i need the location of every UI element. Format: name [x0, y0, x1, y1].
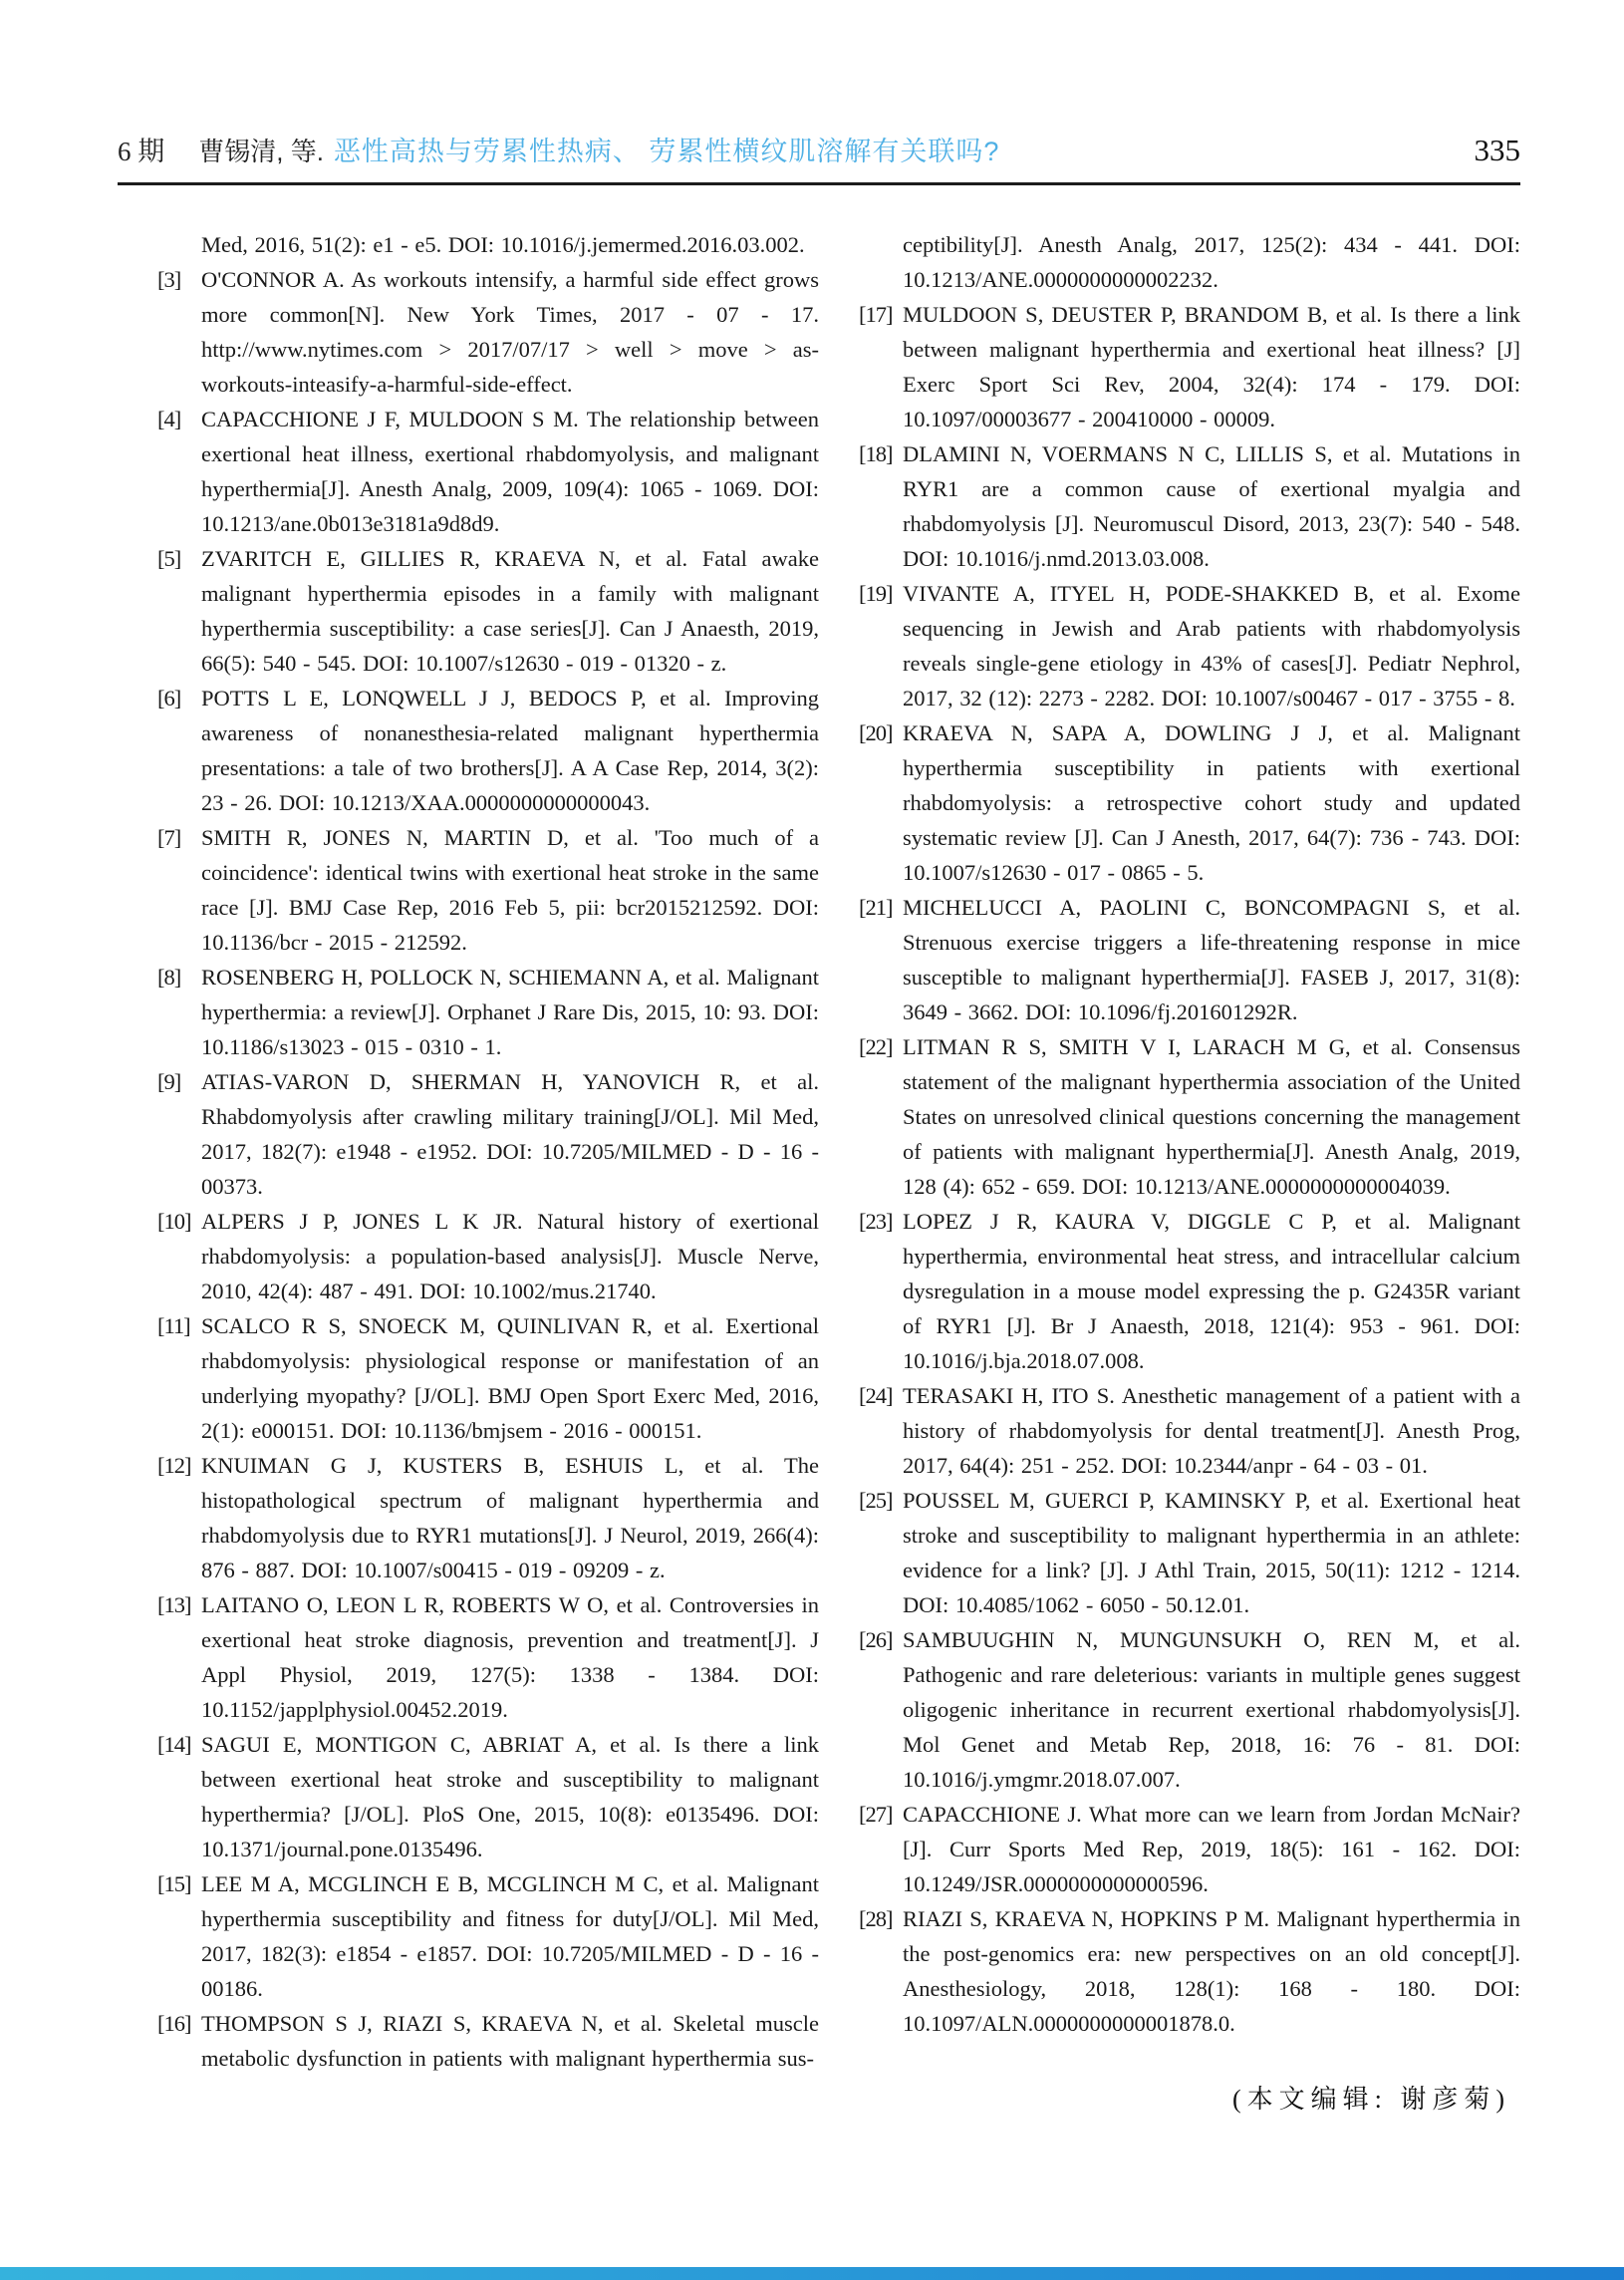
- reference-label: [3]: [157, 267, 181, 292]
- reference-label: [11]: [157, 1313, 190, 1338]
- reference-text: SCALCO R S, SNOECK M, QUINLIVAN R, et al. Exertional rhabdomyolysis: physiological response or manifestation of an underlying myopathy? [J/OL]. BMJ Open Sport Exerc Med, 2016, 2(1): e000151. DOI: 10.1136/bmjsem - 2016 - 000151.: [201, 1313, 819, 1443]
- reference-text: Med, 2016, 51(2): e1 - e5. DOI: 10.1016/j.jemermed.2016.03.002.: [201, 232, 805, 257]
- reference-label: [16]: [157, 2011, 191, 2036]
- reference-item: [859, 715, 1520, 890]
- reference-item: [157, 1448, 819, 1587]
- reference-label: [28]: [859, 1906, 893, 1931]
- reference-columns: [157, 227, 1520, 2141]
- reference-label: [24]: [859, 1383, 893, 1408]
- reference-text: LOPEZ J R, KAURA V, DIGGLE C P, et al. Malignant hyperthermia, environmental heat stress, and intracellular calcium dysregulation in a mouse model expressing the p. G2435R variant of RYR1 [J]. Br J Anaesth, 2018, 121(4): 953 - 961. DOI: 10.1016/j.bja.2018.07.008.: [903, 1209, 1520, 1373]
- reference-label: [6]: [157, 686, 181, 711]
- reference-label: [25]: [859, 1488, 893, 1513]
- reference-item: [157, 681, 819, 820]
- reference-text: KNUIMAN G J, KUSTERS B, ESHUIS L, et al. The histopathological spectrum of malignant hyperthermia and rhabdomyolysis due to RYR1 mutations[J]. J Neurol, 2019, 266(4): 876 - 887. DOI: 10.1007/s00415 - 019 - 09209 - z.: [201, 1453, 819, 1582]
- reference-label: [27]: [859, 1802, 893, 1827]
- reference-item: [157, 960, 819, 1064]
- reference-item: [157, 1064, 819, 1204]
- reference-label: [20]: [859, 720, 893, 745]
- reference-label: [23]: [859, 1209, 893, 1234]
- reference-text: DLAMINI N, VOERMANS N C, LILLIS S, et al. Mutations in RYR1 are a common cause of exertional myalgia and rhabdomyolysis [J]. Neuromuscul Disord, 2013, 23(7): 540 - 548. DOI: 10.1016/j.nmd.2013.03.008.: [903, 441, 1520, 571]
- reference-text: ATIAS-VARON D, SHERMAN H, YANOVICH R, et al. Rhabdomyolysis after crawling military training[J/OL]. Mil Med, 2017, 182(7): e1948 - e1952. DOI: 10.7205/MILMED - D - 16 - 00373.: [201, 1069, 819, 1199]
- editor-note: (本文编辑: 谢彦菊): [1231, 2085, 1510, 2114]
- reference-text: POUSSEL M, GUERCI P, KAMINSKY P, et al. Exertional heat stroke and susceptibility to malignant hyperthermia in an athlete: evidence for a link? [J]. J Athl Train, 2015, 50(11): 1212 - 1214. DOI: 10.4085/1062 - 6050 - 50.12.01.: [903, 1488, 1520, 1617]
- reference-text: LAITANO O, LEON L R, ROBERTS W O, et al. Controversies in exertional heat stroke diagnosis, prevention and treatment[J]. J Appl Physiol, 2019, 127(5): 1338 - 1384. DOI: 10.1152/japplphysiol.00452.2019.: [201, 1592, 819, 1722]
- reference-item: [157, 820, 819, 960]
- reference-item: [157, 1587, 819, 1727]
- reference-text: ALPERS J P, JONES L K JR. Natural history of exertional rhabdomyolysis: a population-based analysis[J]. Muscle Nerve, 2010, 42(4): 487 - 491. DOI: 10.1002/mus.21740.: [201, 1209, 819, 1303]
- reference-item: [157, 1866, 819, 2006]
- reference-text: TERASAKI H, ITO S. Anesthetic management of a patient with a history of rhabdomyolysis for dental treatment[J]. Anesth Prog, 2017, 64(4): 251 - 252. DOI: 10.2344/anpr - 64 - 03 - 01.: [903, 1383, 1520, 1478]
- reference-text: KRAEVA N, SAPA A, DOWLING J J, et al. Malignant hyperthermia susceptibility in patients with exertional rhabdomyolysis: a retrospective cohort study and updated systematic review [J]. Can J Anesth, 2017, 64(7): 736 - 743. DOI: 10.1007/s12630 - 017 - 0865 - 5.: [903, 720, 1520, 885]
- reference-item: [859, 1029, 1520, 1204]
- reference-item: [859, 1622, 1520, 1797]
- reference-label: [19]: [859, 581, 893, 606]
- reference-label: [14]: [157, 1732, 191, 1757]
- reference-item: [157, 227, 819, 262]
- reference-text: VIVANTE A, ITYEL H, PODE-SHAKKED B, et al. Exome sequencing in Jewish and Arab patients with rhabdomyolysis reveals single-gene etiology in 43% of cases[J]. Pediatr Nephrol, 2017, 32 (12): 2273 - 2282. DOI: 10.1007/s00467 - 017 - 3755 - 8.: [903, 581, 1520, 711]
- reference-label: [8]: [157, 965, 181, 990]
- reference-text: POTTS L E, LONQWELL J J, BEDOCS P, et al. Improving awareness of nonanesthesia-related malignant hyperthermia presentations: a tale of two brothers[J]. A A Case Rep, 2014, 3(2): 23 - 26. DOI: 10.1213/XAA.0000000000000043.: [201, 686, 819, 815]
- reference-item: [859, 576, 1520, 715]
- reference-label: [26]: [859, 1627, 893, 1652]
- reference-text: CAPACCHIONE J. What more can we learn from Jordan McNair? [J]. Curr Sports Med Rep, 2019, 18(5): 161 - 162. DOI: 10.1249/JSR.0000000000000596.: [903, 1802, 1520, 1896]
- reference-item: [859, 1378, 1520, 1483]
- reference-item: [157, 1204, 819, 1308]
- running-title: 恶性高热与劳累性热病、 劳累性横纹肌溶解有关联吗?: [333, 137, 1000, 166]
- reference-item: [859, 1797, 1520, 1901]
- reference-label: [5]: [157, 546, 181, 571]
- reference-text: ROSENBERG H, POLLOCK N, SCHIEMANN A, et al. Malignant hyperthermia: a review[J]. Orphanet J Rare Dis, 2015, 10: 93. DOI: 10.1186/s13023 - 015 - 0310 - 1.: [201, 965, 819, 1059]
- reference-item: [859, 1204, 1520, 1378]
- page-number: 335: [1474, 133, 1520, 167]
- reference-text: ZVARITCH E, GILLIES R, KRAEVA N, et al. Fatal awake malignant hyperthermia episodes in a family with malignant hyperthermia susceptibility: a case series[J]. Can J Anaesth, 2019, 66(5): 540 - 545. DOI: 10.1007/s12630 - 019 - 01320 - z.: [201, 546, 819, 676]
- running-head: [118, 130, 1520, 185]
- reference-label: [18]: [859, 441, 893, 466]
- authors-label: 曹锡清, 等.: [198, 137, 324, 166]
- reference-label: [13]: [157, 1592, 191, 1617]
- reference-label: [9]: [157, 1069, 181, 1094]
- reference-item: [859, 436, 1520, 576]
- reference-label: [7]: [157, 825, 181, 850]
- reference-item: [157, 1727, 819, 1866]
- issue-label: 6 期: [118, 137, 165, 166]
- reference-text: THOMPSON S J, RIAZI S, KRAEVA N, et al. Skeletal muscle metabolic dysfunction in patients with malignant hyperthermia sus-: [201, 2011, 819, 2071]
- reference-item: [859, 1901, 1520, 2041]
- reference-item: [157, 262, 819, 402]
- reference-text: LEE M A, MCGLINCH E B, MCGLINCH M C, et al. Malignant hyperthermia susceptibility and fitness for duty[J/OL]. Mil Med, 2017, 182(3): e1854 - e1857. DOI: 10.7205/MILMED - D - 16 - 00186.: [201, 1871, 819, 2001]
- references-left-column: [157, 227, 819, 2141]
- reference-label: [21]: [859, 895, 893, 920]
- reference-item: [157, 1308, 819, 1448]
- reference-text: SAGUI E, MONTIGON C, ABRIAT A, et al. Is there a link between exertional heat stroke and susceptibility to malignant hyperthermia? [J/OL]. PloS One, 2015, 10(8): e0135496. DOI: 10.1371/journal.pone.0135496.: [201, 1732, 819, 1861]
- reference-text: O'CONNOR A. As workouts intensify, a harmful side effect grows more common[N]. New York Times, 2017 - 07 - 17. http://www.nytimes.com > 2017/07/17 > well > move > as-workouts-inteasify-a-harmful-side-effect.: [201, 267, 819, 397]
- reference-item: [157, 402, 819, 541]
- reference-text: SAMBUUGHIN N, MUNGUNSUKH O, REN M, et al. Pathogenic and rare deleterious: variants in multiple genes suggest oligogenic inheritance in recurrent exertional rhabdomyolysis[J]. Mol Genet and Metab Rep, 2018, 16: 76 - 81. DOI: 10.1016/j.ymgmr.2018.07.007.: [903, 1627, 1520, 1792]
- reference-item: [859, 227, 1520, 297]
- reference-item: [157, 2006, 819, 2076]
- reference-text: CAPACCHIONE J F, MULDOON S M. The relationship between exertional heat illness, exertional rhabdomyolysis, and malignant hyperthermia[J]. Anesth Analg, 2009, 109(4): 1065 - 1069. DOI: 10.1213/ane.0b013e3181a9d8d9.: [201, 407, 819, 536]
- bottom-accent-bar: [0, 2267, 1624, 2280]
- reference-label: [15]: [157, 1871, 191, 1896]
- reference-text: MULDOON S, DEUSTER P, BRANDOM B, et al. Is there a link between malignant hyperthermia and exertional heat illness? [J] Exerc Sport Sci Rev, 2004, 32(4): 174 - 179. DOI: 10.1097/00003677 - 200410000 - 00009.: [903, 302, 1520, 431]
- reference-label: [10]: [157, 1209, 191, 1234]
- reference-item: [859, 1483, 1520, 1622]
- reference-label: [17]: [859, 302, 893, 327]
- reference-text: SMITH R, JONES N, MARTIN D, et al. 'Too much of a coincidence': identical twins with exertional heat stroke in the same race [J]. BMJ Case Rep, 2016 Feb 5, pii: bcr2015212592. DOI: 10.1136/bcr - 2015 - 212592.: [201, 825, 819, 955]
- reference-item: [859, 297, 1520, 436]
- reference-label: [22]: [859, 1034, 893, 1059]
- references-right-column: [859, 227, 1520, 2141]
- reference-text: LITMAN R S, SMITH V I, LARACH M G, et al. Consensus statement of the malignant hyperthermia association of the United States on unresolved clinical questions concerning the management of patients with malignant hyperthermia[J]. Anesth Analg, 2019, 128 (4): 652 - 659. DOI: 10.1213/ANE.0000000000004039.: [903, 1034, 1520, 1199]
- reference-text: ceptibility[J]. Anesth Analg, 2017, 125(2): 434 - 441. DOI: 10.1213/ANE.0000000000002232.: [903, 232, 1520, 292]
- reference-text: MICHELUCCI A, PAOLINI C, BONCOMPAGNI S, et al. Strenuous exercise triggers a life-threatening response in mice susceptible to malignant hyperthermia[J]. FASEB J, 2017, 31(8): 3649 - 3662. DOI: 10.1096/fj.201601292R.: [903, 895, 1520, 1024]
- reference-item: [859, 890, 1520, 1029]
- reference-item: [157, 541, 819, 681]
- reference-label: [4]: [157, 407, 181, 431]
- reference-text: RIAZI S, KRAEVA N, HOPKINS P M. Malignant hyperthermia in the post-genomics era: new perspectives on an old concept[J]. Anesthesiology, 2018, 128(1): 168 - 180. DOI: 10.1097/ALN.0000000000001878.0.: [903, 1906, 1520, 2036]
- reference-label: [12]: [157, 1453, 191, 1478]
